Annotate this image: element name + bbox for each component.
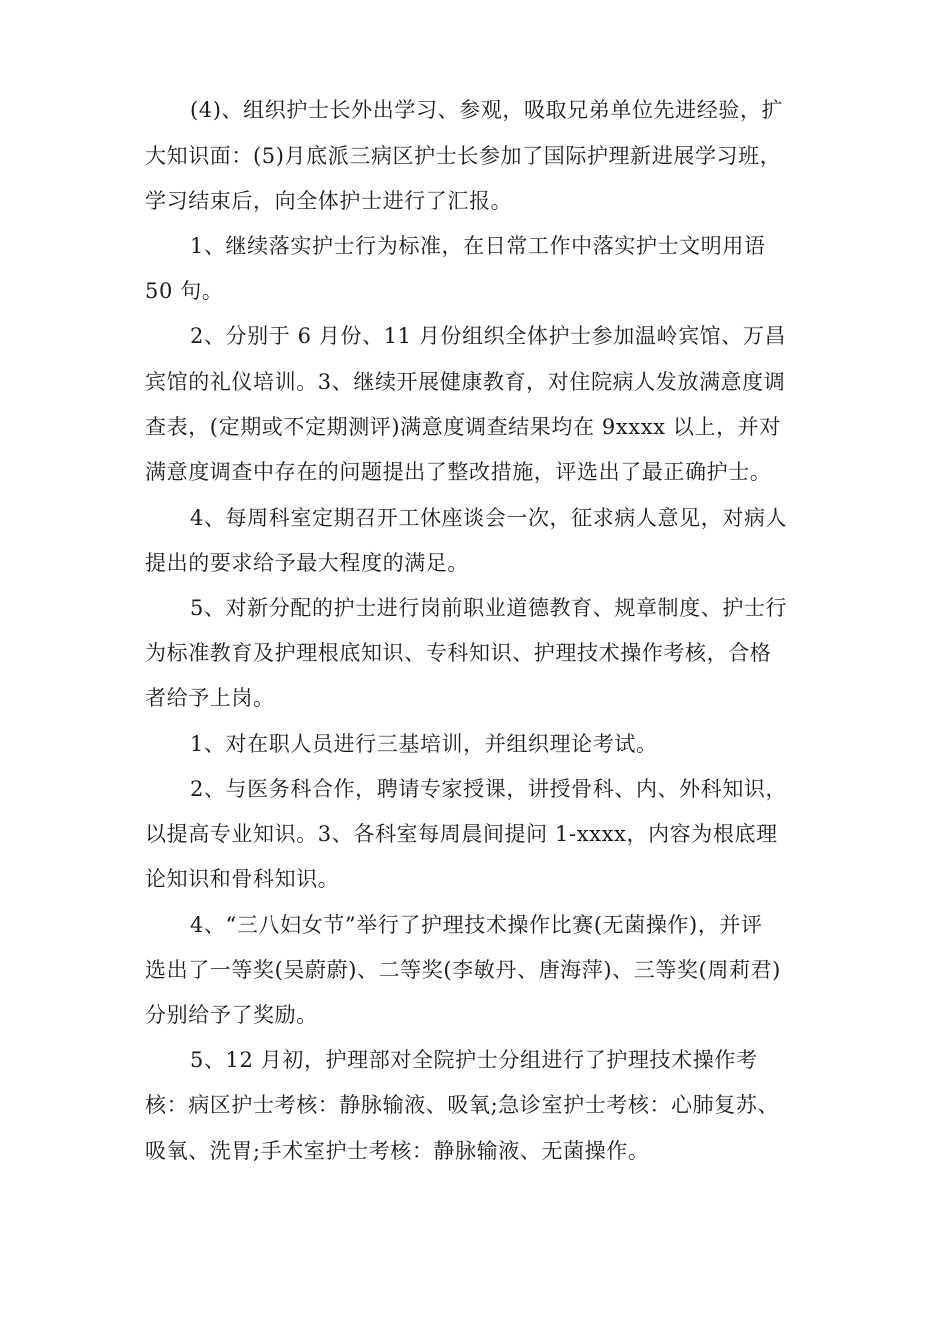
- text-line: 提出的要求给予最大程度的满足。: [145, 551, 469, 575]
- text-line: 50 句。: [145, 279, 224, 303]
- text-line: 5、对新分配的护士进行岗前职业道德教育、规章制度、护士行: [190, 596, 788, 620]
- text-line: 1、对在职人员进行三基培训，并组织理论考试。: [190, 732, 658, 756]
- text-line: 为标准教育及护理根底知识、专科知识、护理技术操作考核，合格: [145, 641, 772, 665]
- text-line: 者给予上岗。: [145, 686, 275, 710]
- text-line: 以提高专业知识。3、各科室每周晨间提问 1-xxxx，内容为根底理: [145, 822, 778, 846]
- text-line: 2、与医务科合作，聘请专家授课，讲授骨科、内、外科知识，: [190, 777, 788, 801]
- text-line: 核：病区护士考核：静脉输液、吸氧;急诊室护士考核：心肺复苏、: [145, 1093, 780, 1117]
- text-line: 学习结束后，向全体护士进行了汇报。: [145, 189, 513, 213]
- text-line: 4、每周科室定期召开工休座谈会一次，征求病人意见，对病人: [190, 506, 788, 530]
- text-line: 分别给予了奖励。: [145, 1003, 318, 1027]
- text-line: (4)、组织护士长外出学习、参观，吸取兄弟单位先进经验，扩: [190, 98, 784, 122]
- text-line: 宾馆的礼仪培训。3、继续开展健康教育，对住院病人发放满意度调: [145, 370, 786, 394]
- text-line: 1、继续落实护士行为标准，在日常工作中落实护士文明用语: [190, 234, 766, 258]
- text-line: 5、12 月初，护理部对全院护士分组进行了护理技术操作考: [190, 1048, 758, 1072]
- text-line: 选出了一等奖(吴蔚蔚)、二等奖(李敏丹、唐海萍)、三等奖(周莉君): [145, 958, 781, 982]
- text-line: 论知识和骨科知识。: [145, 867, 340, 891]
- text-line: 查表，(定期或不定期测评)满意度调查结果均在 9xxxx 以上，并对: [145, 415, 781, 439]
- text-line: 吸氧、洗胃;手术室护士考核：静脉输液、无菌操作。: [145, 1139, 650, 1163]
- text-line: 2、分别于 6 月份、11 月份组织全体护士参加温岭宾馆、万昌: [190, 324, 787, 348]
- text-line: 满意度调查中存在的问题提出了整改措施，评选出了最正确护士。: [145, 460, 772, 484]
- text-line: 4、“三八妇女节”举行了护理技术操作比赛(无菌操作)，并评: [190, 913, 763, 937]
- text-line: 大知识面：(5)月底派三病区护士长参加了国际护理新进展学习班，: [145, 144, 782, 168]
